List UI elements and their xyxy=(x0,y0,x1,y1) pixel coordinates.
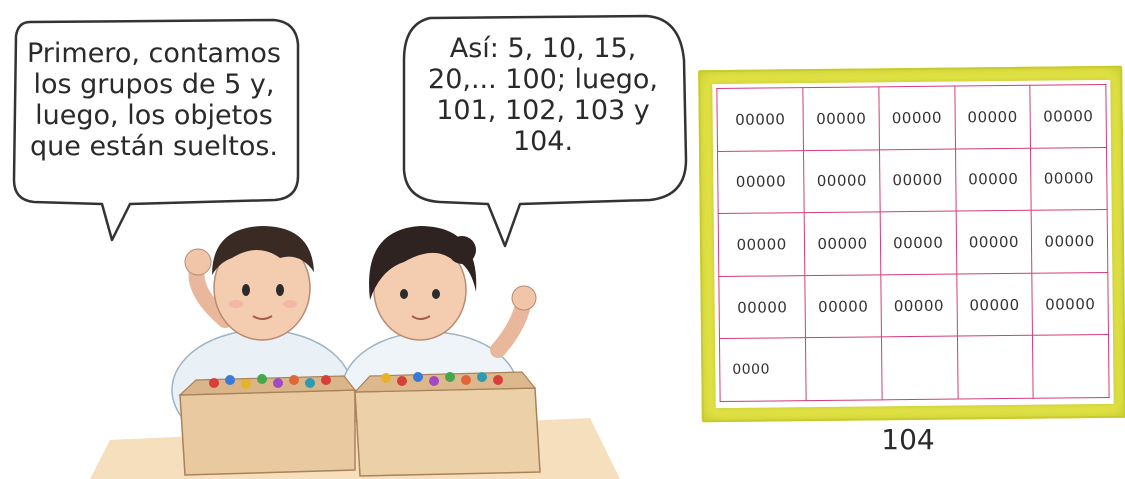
bubble-left-line: los grupos de 5 y, xyxy=(33,69,275,100)
grid-cell: 00000 xyxy=(804,212,880,275)
grid-row xyxy=(719,335,1109,402)
bubble-right-line: 20,... 100; luego, xyxy=(428,64,658,95)
cardboard-boxes xyxy=(180,372,540,476)
grid-cell: 00000 xyxy=(1030,84,1106,147)
grid-cell: 0000 xyxy=(719,338,806,402)
grid-cell: 00000 xyxy=(955,148,1031,211)
grid-cell: 00000 xyxy=(805,275,881,338)
bubble-right-line: 101, 102, 103 y xyxy=(436,95,650,126)
grid-cell: 00000 xyxy=(954,85,1030,148)
bubble-right-line: Así: 5, 10, 15, xyxy=(449,33,637,64)
grid-cell: 00000 xyxy=(803,87,879,150)
grid-cell: 00000 xyxy=(718,213,805,276)
grid-cell: 00000 xyxy=(1031,210,1107,273)
grid-cell: 00000 xyxy=(719,275,806,338)
grid-cell: 00000 xyxy=(880,211,956,274)
grid-cell xyxy=(881,336,957,399)
bubble-left-line: luego, los objetos xyxy=(35,100,273,131)
total-count-label: 104 xyxy=(881,423,935,456)
grid-cell: 00000 xyxy=(956,210,1032,273)
grid-row xyxy=(718,210,1108,277)
grid-row xyxy=(717,84,1107,151)
grid-row xyxy=(718,147,1108,214)
speech-bubble-right-text xyxy=(412,33,674,157)
grid-cell: 00000 xyxy=(717,88,804,151)
bubble-left-line: Primero, contamos xyxy=(26,38,281,69)
grid-cell: 00000 xyxy=(956,273,1032,336)
counting-grid xyxy=(716,84,1109,402)
counting-board xyxy=(698,66,1125,422)
grid-cell xyxy=(957,336,1033,399)
grid-cell: 00000 xyxy=(1031,147,1107,210)
grid-cell: 00000 xyxy=(1032,272,1108,335)
grid-cell xyxy=(1033,335,1109,398)
grid-cell: 00000 xyxy=(718,150,805,213)
grid-cell: 00000 xyxy=(879,86,955,149)
speech-bubble-left-text xyxy=(20,38,288,162)
bubble-left-line: que están sueltos. xyxy=(30,131,278,162)
grid-cell: 00000 xyxy=(881,274,957,337)
grid-row xyxy=(719,272,1109,339)
grid-cell: 00000 xyxy=(879,149,955,212)
counting-board-paper xyxy=(712,80,1113,408)
grid-cell xyxy=(806,337,882,400)
grid-cell: 00000 xyxy=(804,149,880,212)
bubble-right-line: 104. xyxy=(512,126,574,157)
